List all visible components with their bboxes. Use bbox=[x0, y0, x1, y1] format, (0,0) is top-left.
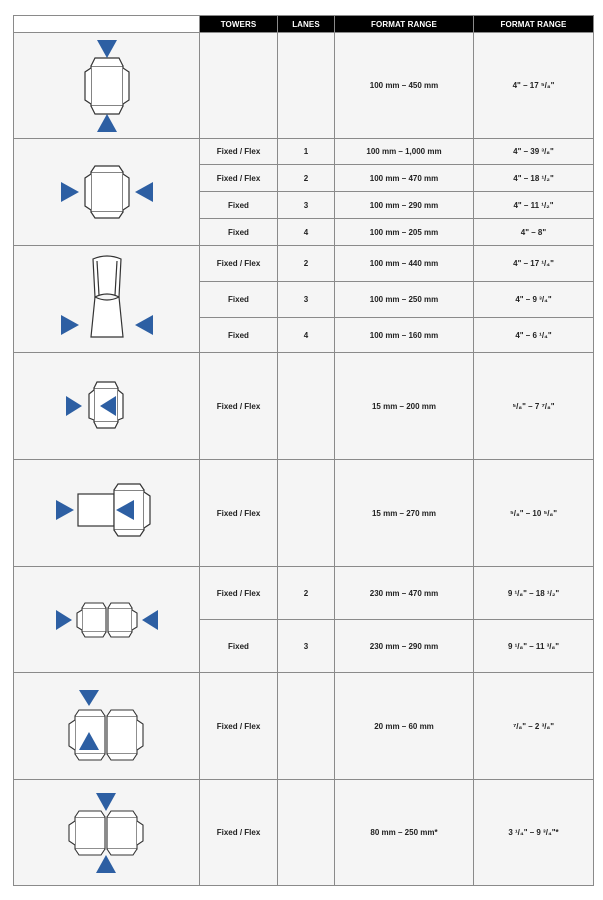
towers-cell: Fixed / Flex bbox=[200, 246, 278, 282]
table-row bbox=[14, 353, 594, 460]
format-mm-cell: 100 mm – 1,000 mm bbox=[335, 139, 474, 165]
header-row bbox=[14, 16, 594, 33]
towers-cell: Fixed / Flex bbox=[200, 567, 278, 620]
format-in-cell: 4" – 17 ⁵/₈" bbox=[474, 33, 594, 139]
lanes-cell: 4 bbox=[278, 318, 335, 353]
cup-carton-side-arrows-icon bbox=[14, 246, 200, 353]
table-row bbox=[14, 780, 594, 886]
format-in-cell: 4" – 11 ¹/₂" bbox=[474, 192, 594, 219]
format-mm-cell: 100 mm – 160 mm bbox=[335, 318, 474, 353]
lanes-cell: 2 bbox=[278, 567, 335, 620]
carton-side-arrows-icon bbox=[14, 139, 200, 246]
towers-cell: Fixed bbox=[200, 620, 278, 673]
towers-cell: Fixed bbox=[200, 318, 278, 353]
lanes-cell: 3 bbox=[278, 620, 335, 673]
format-mm-cell: 100 mm – 470 mm bbox=[335, 165, 474, 192]
format-in-cell: 4" – 17 ¹/₄" bbox=[474, 246, 594, 282]
header-towers: TOWERS bbox=[200, 16, 278, 33]
lanes-cell bbox=[278, 353, 335, 460]
lanes-cell: 2 bbox=[278, 246, 335, 282]
towers-cell: Fixed / Flex bbox=[200, 780, 278, 886]
format-in-cell: 9 ¹/₈" – 11 ³/₈" bbox=[474, 620, 594, 673]
format-in-cell: 4" – 6 ¹/₄" bbox=[474, 318, 594, 353]
lanes-cell: 4 bbox=[278, 219, 335, 246]
table-row bbox=[14, 460, 594, 567]
lanes-cell bbox=[278, 780, 335, 886]
header-format-range-in: FORMAT RANGE bbox=[474, 16, 594, 33]
lanes-cell: 3 bbox=[278, 282, 335, 318]
small-carton-side-arrows-icon bbox=[14, 353, 200, 460]
format-mm-cell: 15 mm – 200 mm bbox=[335, 353, 474, 460]
lanes-cell bbox=[278, 673, 335, 780]
table-row bbox=[14, 673, 594, 780]
table-row bbox=[14, 246, 594, 282]
format-mm-cell: 100 mm – 205 mm bbox=[335, 219, 474, 246]
twin-carton-top-bottom-arrows-icon bbox=[14, 780, 200, 886]
format-in-cell: 4" – 8" bbox=[474, 219, 594, 246]
format-mm-cell: 100 mm – 250 mm bbox=[335, 282, 474, 318]
format-in-cell: ⁷/₈" – 2 ³/₈" bbox=[474, 673, 594, 780]
format-mm-cell: 230 mm – 290 mm bbox=[335, 620, 474, 673]
format-mm-cell: 100 mm – 450 mm bbox=[335, 33, 474, 139]
header-icon-column bbox=[14, 16, 200, 33]
towers-cell: Fixed / Flex bbox=[200, 460, 278, 567]
towers-cell: Fixed bbox=[200, 219, 278, 246]
format-in-cell: 4" – 9 ³/₄" bbox=[474, 282, 594, 318]
towers-cell: Fixed / Flex bbox=[200, 139, 278, 165]
table-row bbox=[14, 139, 594, 165]
format-in-cell: ⁵/₈" – 7 ⁷/₈" bbox=[474, 353, 594, 460]
towers-cell: Fixed / Flex bbox=[200, 165, 278, 192]
towers-cell: Fixed / Flex bbox=[200, 673, 278, 780]
format-mm-cell: 100 mm – 290 mm bbox=[335, 192, 474, 219]
lanes-cell: 2 bbox=[278, 165, 335, 192]
table-row bbox=[14, 567, 594, 620]
format-in-cell: 4" – 18 ¹/₂" bbox=[474, 165, 594, 192]
header-format-range-mm: FORMAT RANGE bbox=[335, 16, 474, 33]
twin-carton-side-arrows-icon bbox=[14, 567, 200, 673]
towers-cell: Fixed bbox=[200, 192, 278, 219]
carton-top-bottom-arrows-icon bbox=[14, 33, 200, 139]
format-mm-cell: 100 mm – 440 mm bbox=[335, 246, 474, 282]
format-mm-cell: 15 mm – 270 mm bbox=[335, 460, 474, 567]
format-mm-cell: 80 mm – 250 mm* bbox=[335, 780, 474, 886]
towers-cell: Fixed / Flex bbox=[200, 353, 278, 460]
format-in-cell: 4" – 39 ³/₈" bbox=[474, 139, 594, 165]
format-in-cell: 3 ¹/₄" – 9 ³/₄"* bbox=[474, 780, 594, 886]
format-range-table bbox=[13, 15, 594, 886]
format-in-cell: 9 ¹/₈" – 18 ¹/₂" bbox=[474, 567, 594, 620]
format-mm-cell: 230 mm – 470 mm bbox=[335, 567, 474, 620]
header-lanes: LANES bbox=[278, 16, 335, 33]
lanes-cell bbox=[278, 33, 335, 139]
towers-cell bbox=[200, 33, 278, 139]
format-in-cell: ⁵/₈" – 10 ⁵/₈" bbox=[474, 460, 594, 567]
lanes-cell: 1 bbox=[278, 139, 335, 165]
lanes-cell: 3 bbox=[278, 192, 335, 219]
carton-with-flap-arrows-icon bbox=[14, 460, 200, 567]
lanes-cell bbox=[278, 460, 335, 567]
format-mm-cell: 20 mm – 60 mm bbox=[335, 673, 474, 780]
twin-carton-top-arrows-icon bbox=[14, 673, 200, 780]
towers-cell: Fixed bbox=[200, 282, 278, 318]
table-row bbox=[14, 33, 594, 139]
